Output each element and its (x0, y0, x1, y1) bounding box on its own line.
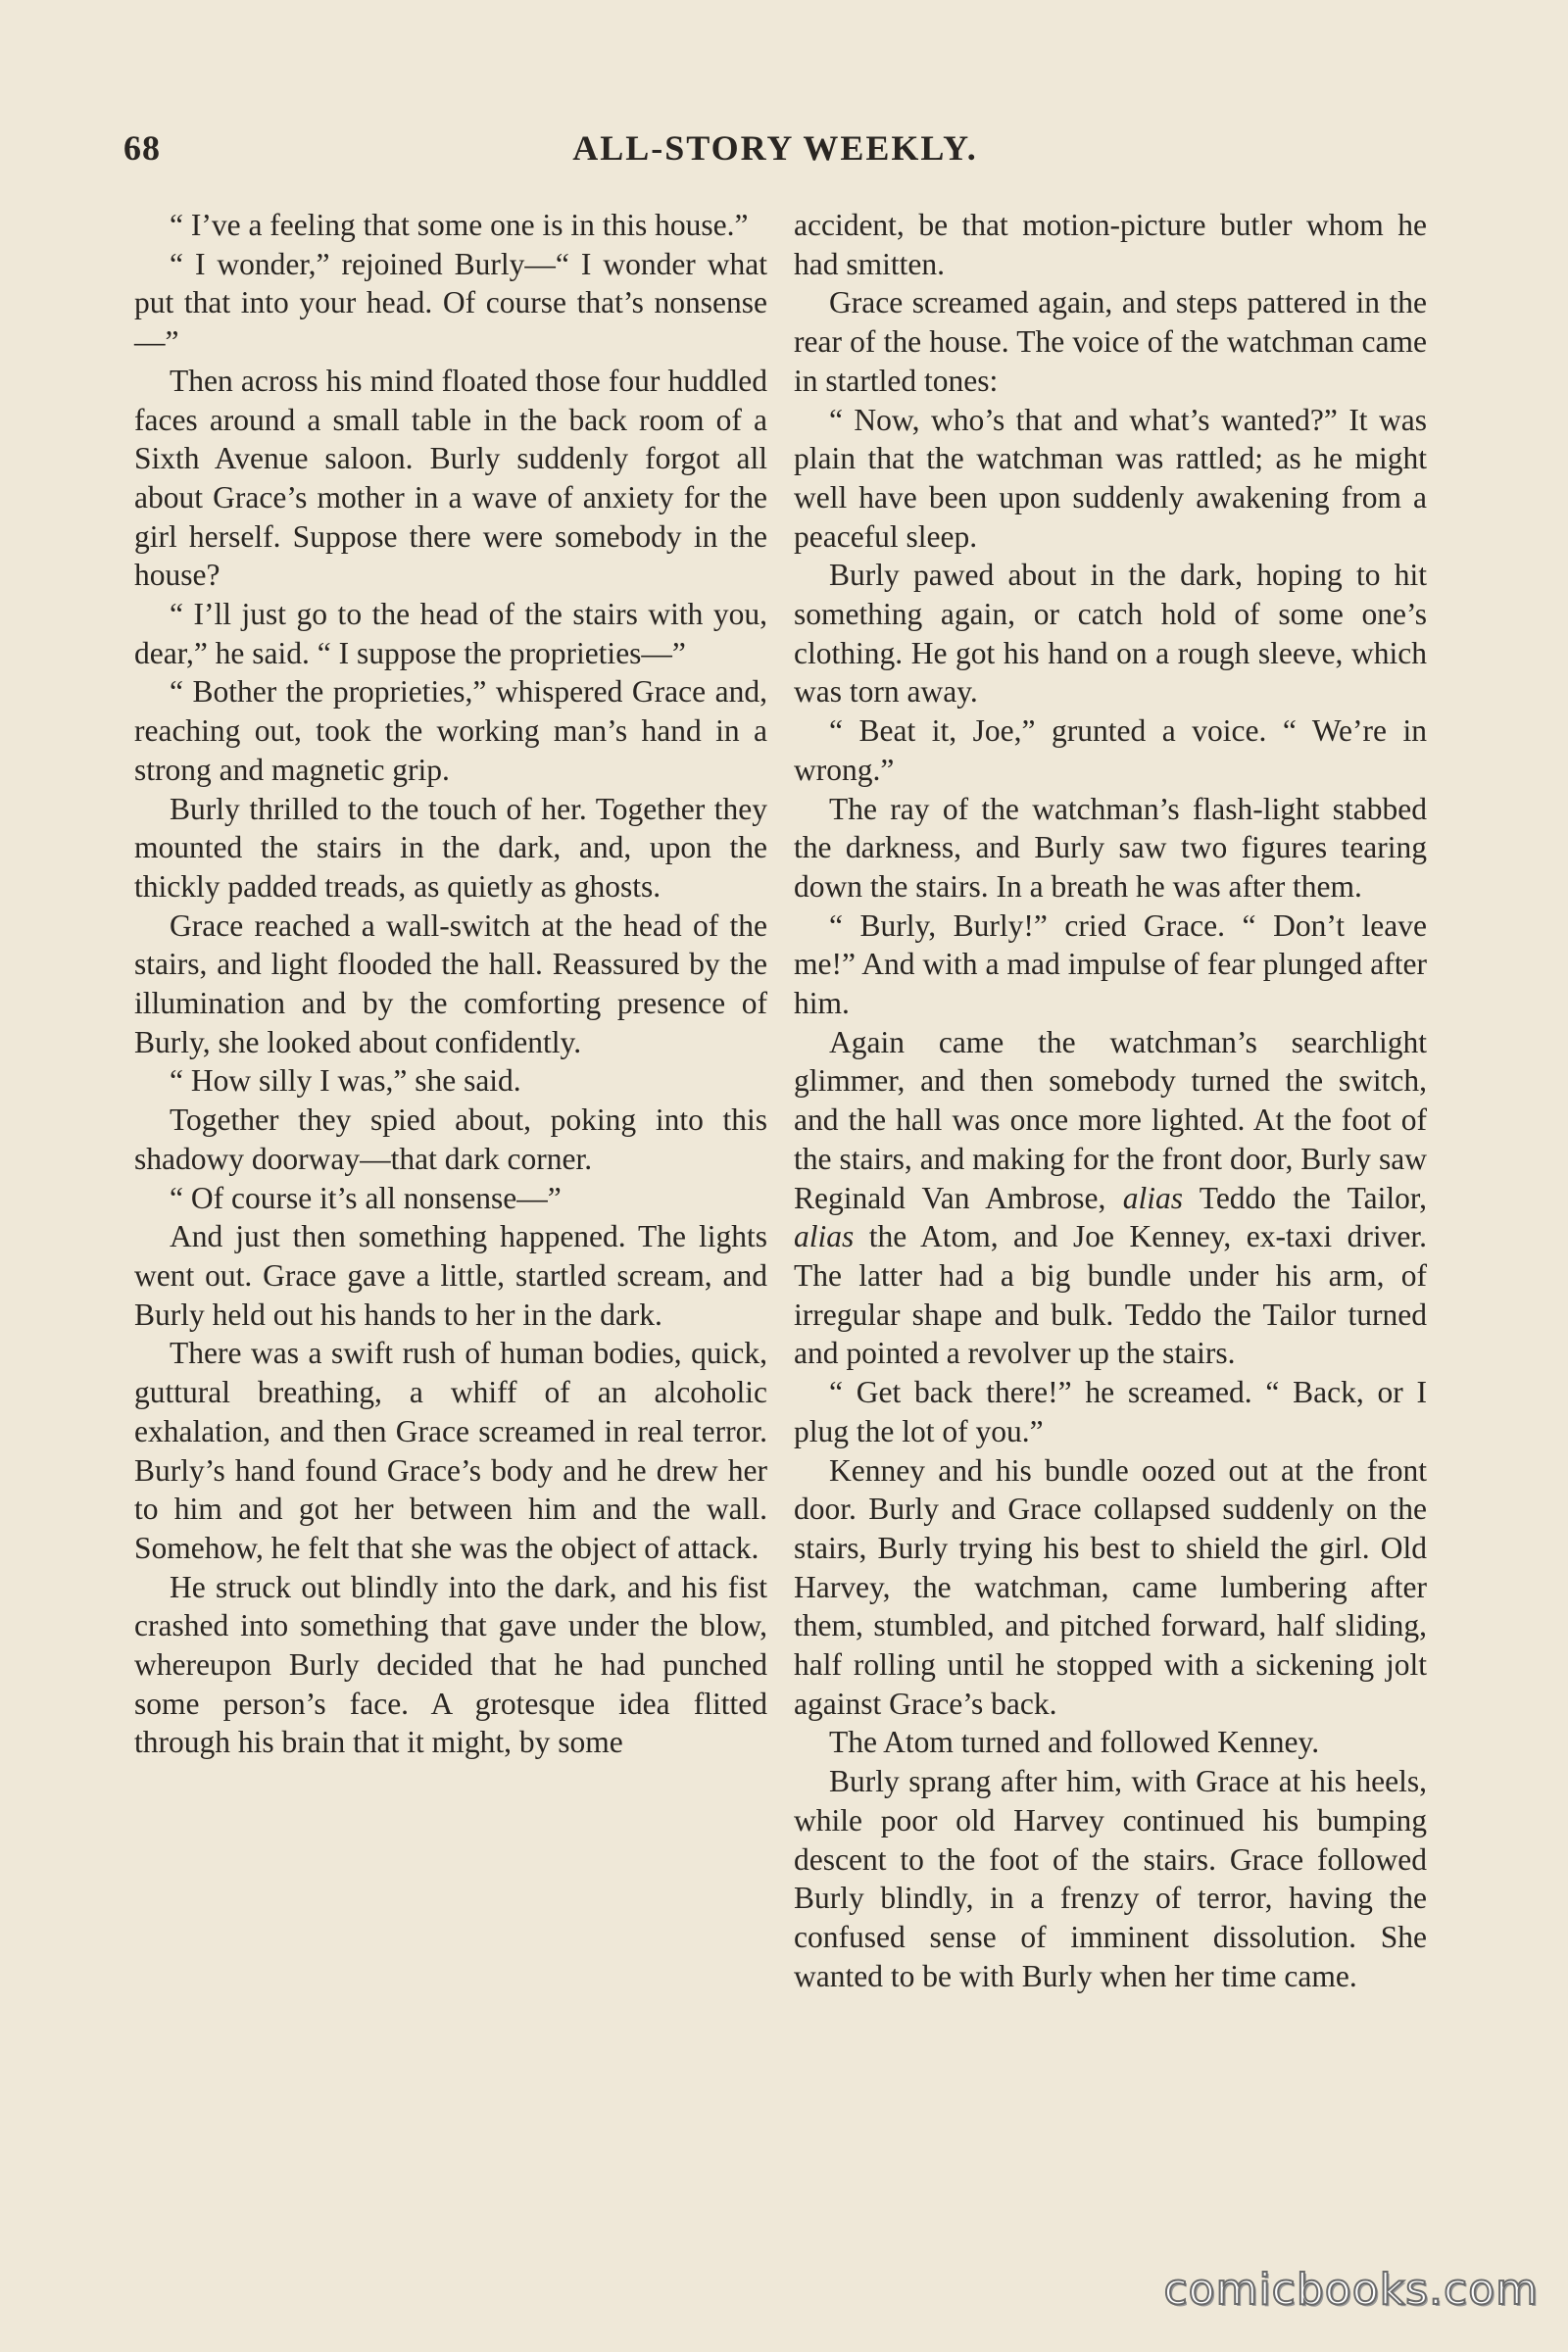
paragraph: “ I’ll just go to the head of the stairs with you, dear,” he said. “ I suppose the proprieties—” (134, 597, 767, 670)
paragraph: Grace reached a wall-switch at the head of the stairs, and light flooded the hall. Reassured by the illumination and by the comforting presence of Burly, she looked about confidently. (134, 907, 767, 1059)
paragraph: Grace screamed again, and steps pattered in the rear of the house. The voice of the watchman came in startled tones: (794, 285, 1427, 398)
paragraph: “ Beat it, Joe,” grunted a voice. “ We’re in wrong.” (794, 713, 1427, 787)
paragraph: Burly pawed about in the dark, hoping to hit something again, or catch hold of some one’s clothing. He got his hand on a rough sleeve, which was torn away. (794, 558, 1427, 710)
paragraph: “ Burly, Burly!” cried Grace. “ Don’t leave me!” And with a mad impulse of fear plunged after him. (794, 907, 1427, 1021)
paragraph: Again came the watchman’s searchlight glimmer, and then somebody turned the switch, and the hall was once more lighted. At the foot of the stairs, and making for the front door, Burly saw Reginald Van Ambrose, alias Teddo the Tailor, alias the Atom, and Joe Kenney, ex-taxi driver. The latter had a big bundle under his arm, of irregular shape and bulk. Teddo the Tailor turned and pointed a revolver up the stairs. (794, 1024, 1427, 1371)
paragraph: Burly thrilled to the touch of her. Together they mounted the stairs in the dark, and, upon the thickly padded treads, as quietly as ghosts. (134, 791, 767, 904)
paragraph: Burly sprang after him, with Grace at his heels, while poor old Harvey continued his bumping descent to the foot of the stairs. Grace followed Burly blindly, in a frenzy of terror, having the confused sense of imminent dissolution. She wanted to be with Burly when her time came. (794, 1764, 1427, 1993)
alias-italic: alias (794, 1219, 855, 1254)
paragraph: The Atom turned and followed Kenney. (829, 1725, 1320, 1760)
paragraph: “ Of course it’s all nonsense—” (170, 1180, 562, 1215)
paragraph: Kenney and his bundle oozed out at the front door. Burly and Grace collapsed suddenly on the stairs, Burly trying his best to shield the girl. Old Harvey, the watchman, came lumbering after them, stumbled, and pitched forward, half sliding, half rolling until he stopped with a sickening jolt against Grace’s back. (794, 1452, 1427, 1721)
paragraph: “ I wonder,” rejoined Burly—“ I wonder what put that into your head. Of course that’s nonsense—” (134, 246, 767, 360)
paragraph: Then across his mind floated those four huddled faces around a small table in the back room of a Sixth Avenue saloon. Burly suddenly forgot all about Grace’s mother in a wave of anxiety for the girl herself. Suppose there were somebody in the house? (134, 363, 767, 593)
paragraph: He struck out blindly into the dark, and his fist crashed into something that gave under the blow, whereupon Burly decided that he had punched some person’s face. A grotesque idea flitted through his brain that it might, by some (134, 1569, 767, 1760)
paragraph: “ I’ve a feeling that some one is in this house.” (170, 208, 749, 242)
left-column (134, 206, 767, 1762)
watermark: comicbooks.com (1163, 2265, 1539, 2315)
paragraph: The ray of the watchman’s flash-light stabbed the darkness, and Burly saw two figures tearing down the stairs. In a breath he was after them. (794, 791, 1427, 904)
page-number: 68 (123, 128, 161, 168)
paragraph: Together they spied about, poking into this shadowy doorway—that dark corner. (134, 1102, 767, 1176)
paragraph: “ Get back there!” he screamed. “ Back, or I plug the lot of you.” (794, 1375, 1427, 1448)
alias-italic: alias (1122, 1180, 1184, 1215)
paragraph: “ Bother the proprieties,” whispered Grace and, reaching out, took the working man’s hand in a strong and magnetic grip. (134, 674, 767, 787)
paragraph: “ Now, who’s that and what’s wanted?” It was plain that the watchman was rattled; as he might well have been upon suddenly awakening from a peaceful sleep. (794, 402, 1427, 554)
page-header (123, 127, 1427, 186)
paragraph: And just then something happened. The lights went out. Grace gave a little, startled scream, and Burly held out his hands to her in the dark. (134, 1219, 767, 1332)
paragraph: There was a swift rush of human bodies, quick, guttural breathing, a whiff of an alcoholic exhalation, and then Grace screamed in real terror. Burly’s hand found Grace’s body and he drew her to him and got her between him and the wall. Somehow, he felt that she was the object of attack. (134, 1336, 767, 1565)
paragraph-continuation: accident, be that motion-picture butler whom he had smitten. (794, 208, 1427, 281)
right-column (794, 206, 1427, 1995)
running-head: ALL-STORY WEEKLY. (572, 128, 978, 168)
paragraph: “ How silly I was,” she said. (170, 1063, 521, 1099)
